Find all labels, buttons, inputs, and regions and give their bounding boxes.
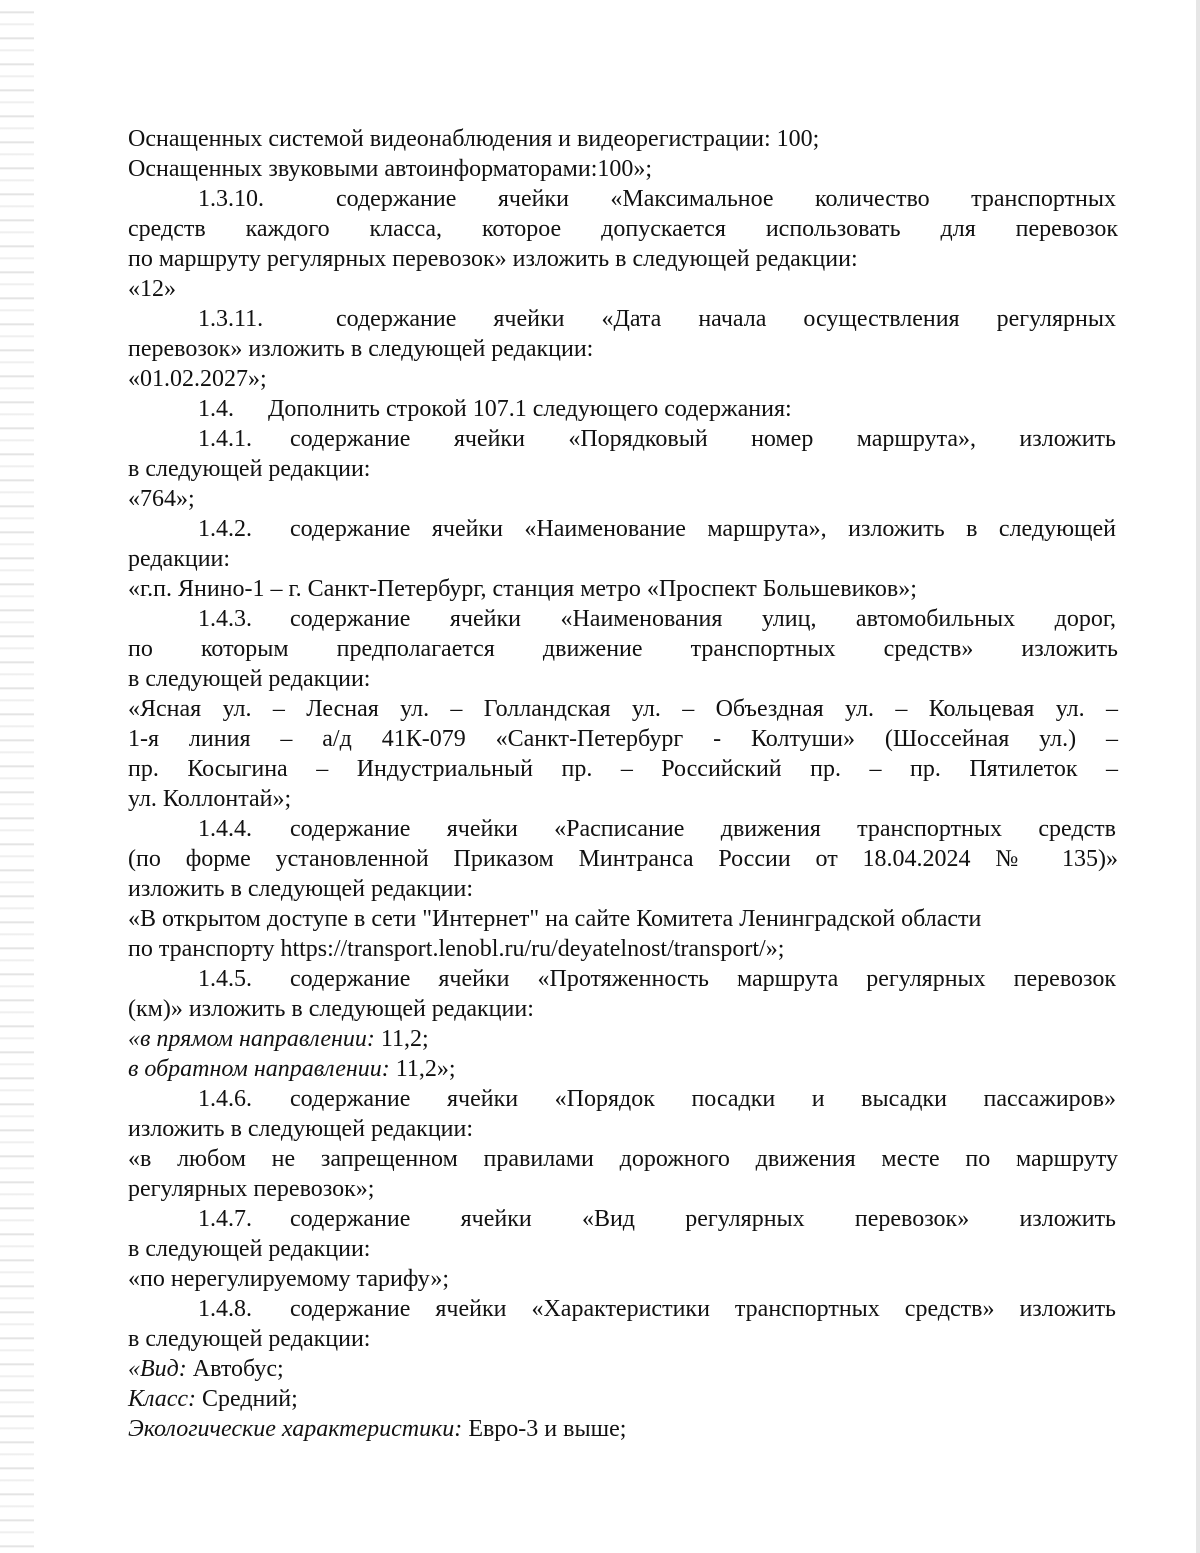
clause-1-4-2 [198,514,1118,544]
text-line: «В открытом доступе в сети "Интернет" на сайте Комитета Ленинградской области [128,906,982,932]
text-line: «01.02.2027»; [128,366,267,392]
italic-label: в обратном направлении: [128,1056,390,1082]
clause-number: 1.4.1. [198,426,252,452]
text-line: регулярных перевозок»; [128,1176,375,1202]
text-line: в следующей редакции: [128,1326,371,1352]
clause-1-3-10 [198,184,1118,214]
text-line [128,1024,1118,1054]
text-line: изложить в следующей редакции: [128,1116,474,1142]
text-line: (км)» изложить в следующей редакции: [128,996,534,1022]
text-line: по маршруту регулярных перевозок» изложить в следующей редакции: [128,246,858,272]
clause-number: 1.4.8. [198,1296,252,1322]
clause-1-4-3 [198,604,1118,634]
clause-1-4-8 [198,1294,1118,1324]
line-text: содержание ячейки «Характеристики транспортных средств» изложить [290,1296,1116,1322]
line-value: 11,2»; [395,1056,456,1082]
line-value: Автобус; [192,1356,284,1382]
clause-1-4-1 [198,424,1118,454]
italic-label: Класс: [128,1386,196,1412]
clause-number: 1.4.3. [198,606,252,632]
clause-1-3-11 [198,304,1118,334]
text-line [128,1354,1118,1384]
text-line [128,124,1118,154]
text-line: по транспорту https://transport.lenobl.ru/ru/deyatelnost/transport/»; [128,936,785,962]
clause-1-4 [198,394,1118,424]
line-text: содержание ячейки «Максимальное количество транспортных [336,186,1116,212]
line-text: содержание ячейки «Вид регулярных перевозок» изложить [290,1206,1116,1232]
line-value: Средний; [202,1386,298,1412]
text-line [128,1414,1118,1444]
line-text: Дополнить строкой 107.1 следующего содержания: [268,396,792,422]
text-line [128,154,1118,184]
scan-right-edge [1196,0,1200,1553]
text-line: перевозок» изложить в следующей редакции: [128,336,594,362]
text-line: в следующей редакции: [128,1236,371,1262]
italic-label: «в прямом направлении: [128,1026,375,1052]
text-line: «Ясная ул. – Лесная ул. – Голландская ул. – Объездная ул. – Кольцевая ул. – [128,696,1118,722]
line-text: содержание ячейки «Наименования улиц, автомобильных дорог, [290,606,1116,632]
clause-1-4-4 [198,814,1118,844]
line-text: содержание ячейки «Протяженность маршрута регулярных перевозок [290,966,1116,992]
line-value: Евро-3 и выше; [468,1416,627,1442]
clause-1-4-6 [198,1084,1118,1114]
text-line: в следующей редакции: [128,456,371,482]
clause-number: 1.4.4. [198,816,252,842]
text-line: 1-я линия – а/д 41К-079 «Санкт-Петербург - Колтуши» (Шоссейная ул.) – [128,726,1118,752]
italic-label: Экологические характеристики: [128,1416,463,1442]
text-line: в следующей редакции: [128,666,371,692]
text-line: «764»; [128,486,195,512]
clause-number: 1.4.5. [198,966,252,992]
line-value: 11,2; [380,1026,429,1052]
line-text: содержание ячейки «Наименование маршрута», изложить в следующей [290,516,1116,542]
text-line: пр. Косыгина – Индустриальный пр. – Российский пр. – пр. Пятилеток – [128,756,1118,782]
text-line: (по форме установленной Приказом Минтранса России от 18.04.2024 № 135)» [128,846,1118,872]
scan-left-edge [0,0,34,1553]
line-text: содержание ячейки «Порядковый номер маршрута», изложить [290,426,1116,452]
clause-number: 1.3.11. [198,306,264,332]
text-line: изложить в следующей редакции: [128,876,474,902]
text-line: ул. Коллонтай»; [128,786,292,812]
clause-number: 1.3.10. [198,186,264,212]
line-text: содержание ячейки «Порядок посадки и высадки пассажиров» [290,1086,1116,1112]
italic-label: «Вид: [128,1356,187,1382]
text-line: редакции: [128,546,231,572]
text-line: по которым предполагается движение транспортных средств» изложить [128,636,1118,662]
line-text: Оснащенных системой видеонаблюдения и видеорегистрации: 100; [128,126,820,152]
line-text: содержание ячейки «Дата начала осуществления регулярных [336,306,1116,332]
clause-number: 1.4.6. [198,1086,252,1112]
clause-number: 1.4.7. [198,1206,252,1232]
text-line: «г.п. Янино-1 – г. Санкт-Петербург, станция метро «Проспект Большевиков»; [128,576,917,602]
clause-1-4-5 [198,964,1118,994]
text-line: «по нерегулируемому тарифу»; [128,1266,450,1292]
text-line [128,1054,1118,1084]
text-line: «в любом не запрещенном правилами дорожного движения месте по маршруту [128,1146,1118,1172]
clause-number: 1.4. [198,396,234,422]
line-text: Оснащенных звуковыми автоинформаторами:100»; [128,156,653,182]
text-line: «12» [128,276,176,302]
clause-number: 1.4.2. [198,516,252,542]
text-line [128,1384,1118,1414]
clause-1-4-7 [198,1204,1118,1234]
text-line: средств каждого класса, которое допускается использовать для перевозок [128,216,1118,242]
line-text: содержание ячейки «Расписание движения транспортных средств [290,816,1116,842]
